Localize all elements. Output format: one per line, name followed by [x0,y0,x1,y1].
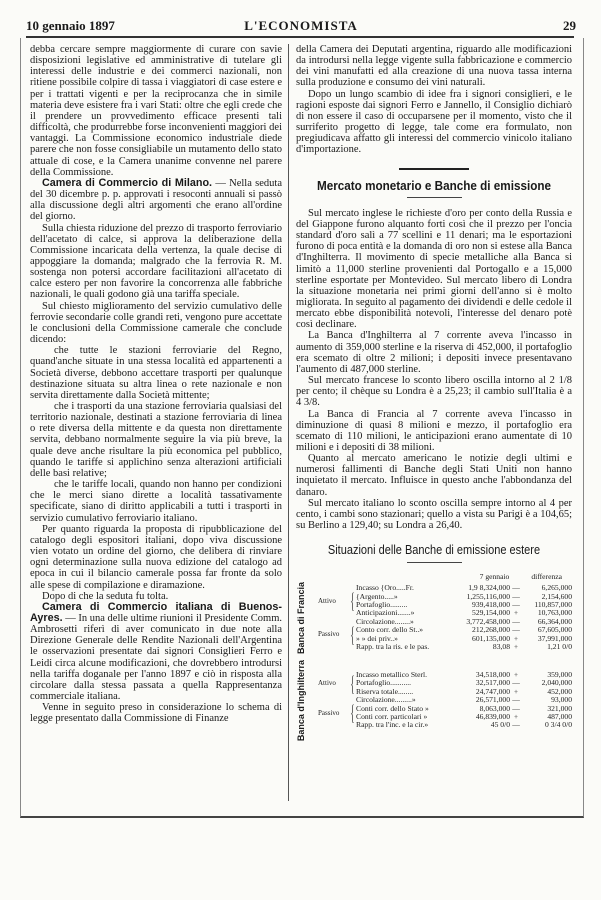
row-difference: 6,265,000 [541,583,572,593]
row-label: Portafoglio......... [356,601,408,610]
paragraph-text: debba cercare sempre maggiormente di curare con savie disposizioni legislative ed amministrative di tutelare gli interessi delle industrie e dei commerci nazionali, non ritiene possibile colpire di tassa i viaggiatori di case estere e per i trattati vigenti e per la reciprocanza che in simile materia deve esistere fra i vari Stati: oltre che egli crede che il prendere un provvedimento efficace presenti tali difficoltà, che produrrebbe forse inconvenienti maggiori dei vantaggi. La Commissione economico industriale diede parere che non fosse consigliabile un mutamento dello stato attuale di cose, e la Camera unanime convenne nel parere della Commissione. [30,44,282,178]
row-sign: + [513,670,519,679]
section-title: Mercato monetario e Banche di emissione [316,177,552,193]
paragraph-text: La Banca d'Inghilterra al 7 corrente aveva l'incasso in aumento di 359,000 sterline e la riserva di 452,000, il portafoglio era scemato di oltre 2 milioni; i depositi invece presentavano l'aumento di 487,000 sterline. [296,330,572,375]
row-sign: — [512,616,520,626]
paragraph-text: della Camera dei Deputati argentina, riguardo alle modificazioni da introdursi nella legge vigente sulla fabbricazione e commercio dei vini manufatti ed alla creazione di una nuova tassa interna sulla produzione e consumo dei vini naturali. [296,44,572,89]
paragraph [296,330,572,375]
row-label: » » dei priv..» [356,634,398,643]
row-sign: — [512,591,520,601]
paragraph-text: che le tariffe locali, quando non hanno per condizioni che le merci siano dirette a località tassativamente specificate, siano di diritto applicabili a tutti i trasporti in servizio cumulativo ferroviario italiano. [30,479,282,524]
row-value: 32,517,000 [475,678,510,688]
row-difference: 67,605,000 [537,625,572,635]
paragraph [30,602,282,702]
row-value: 83,08 [492,642,510,652]
row-sign: — [512,583,520,593]
paragraph-text: Sul mercato italiano lo sconto oscilla sempre intorno al 4 per cento, i cambi sono stazionari; quello a vista su Parigi è a 104,65; su Berlino a 129,40; su Londra a 26,40. [296,497,572,532]
paragraph-text: Sulla chiesta riduzione del prezzo di trasporto ferroviario dell'acetato di calce, si approva la deliberazione della Commissione incaricata della vertenza, la quale decise di appoggiare la domanda; malgrado che la ferrovia R. M. sostenga non potersi accordare facilitazioni all'acetato di calce estero per non favorire la concorrenza alle fabbriche nazionali, le quali godono già una tariffa speciale. [30,222,282,301]
bank-name: Banca d'Inghilterra [296,659,306,742]
row-value: 601,135,000 [472,633,510,643]
paragraph-text: Per quanto riguarda la proposta di ripubblicazione del catalogo degli espositori italiani, dopo viva discussione vien votato un ordine del giorno, che delibera di rinviare ogni determinazione sulla nuova edizione del catalogo ad epoca in cui il bilancio camerale possa far fronte da solo alle spese di compilazione e diramazione. [30,523,282,591]
table-row [356,721,572,729]
row-value: 212,268,000 [472,625,510,635]
row-value: 939,418,000 [472,600,510,610]
row-sign: + [513,712,519,722]
table-row [356,713,572,721]
paragraph [30,401,282,479]
col-date: 7 gennaio [479,572,510,582]
paragraph-text: — Nella seduta del 30 dicembre p. p. approvati i resoconti annuali si passò alla discussione degli altri argomenti che erano all'ordine del giorno. [30,177,283,223]
paragraph-text: Venne in seguito preso in considerazione lo schema di legge presentato dalla Commissione di Finanze [30,702,282,725]
row-difference: 37,991,000 [537,633,572,643]
row-label: Incasso metallico Sterl. [356,671,428,679]
row-difference: 359,000 [547,670,572,679]
group-label: Passivo [318,708,340,717]
journal-title: L'ECONOMISTA [244,18,358,33]
paragraph [30,223,282,301]
bank-group [318,584,572,618]
row-sign: — [512,600,520,610]
group-label: Passivo [318,630,340,639]
row-sign: — [512,703,520,713]
group-label: Attivo [318,679,336,688]
row-difference: 0 3/4 0/0 [544,720,572,730]
paragraph-text: Quanto al mercato americano le notizie degli ultimi e numerosi fallimenti di Banche degli Stati Uniti non hanno inquietato il mercato. Influisce in questo anche l'abbondanza del danaro. [296,453,572,498]
paragraph-text: che i trasporti da una stazione ferroviaria qualsiasi del territorio nazionale, destinati a stazione ferroviaria di linea o rete diversa della mittente e da questa non direttamente servita, debbano normalmente seguire la via più breve, la quale deve anche risultare la più economica pel pubblico, quando le tariffe si applichino senza alterazioni artificiali delle basi relative; [30,401,282,479]
paragraph [30,44,282,178]
paragraph-text: Sul mercato inglese le richieste d'oro per conto della Russia e del Giappone furono alquanto forti così che il prezzo per l'oncia standard d'oro salì a 77 scellini e 11 denari; ma le esportazioni furono di poca entità e la domanda di oro non si estese alla Banca d'Inghilterra. Il movimento di specie metalliche alla Banca si limitò a 11,000 sterline provenienti dal Portogallo e a 15,000 sterline esportate per Montevideo. Sul mercato libero di Londra la situazione monetaria nei primi giorni dell'anno si è molto migliorata. In seguito al pagamento dei dividendi e delle cedole il mercato ebbe disponibilità notevoli, l'interesse del denaro potè così declinare. [296,207,572,331]
row-label: Conti corr. particolari » [356,713,428,722]
paragraph-text: La Banca di Francia al 7 corrente aveva l'incasso in diminuzione di quasi 8 milioni e mezzo, il portafoglio era scemato di 110 milioni, le anticipazioni erano aumentate di 10 milioni e i depositi di 38 milioni. [296,408,572,453]
row-sign: — [512,720,520,730]
bank-block [296,582,572,654]
paragraph [296,375,572,408]
right-column [296,44,572,747]
money-market-text [296,208,572,532]
bank-group [318,618,572,652]
row-value: 8,063,000 [479,703,510,713]
bank-name: Banca di Francia [296,581,306,654]
brace: { [350,700,355,726]
right-top-text [296,44,572,156]
running-header [26,18,576,36]
row-label: Rapp. tra la ris. e le pas. [356,643,430,652]
row-label: Circolazione.........» [356,696,416,705]
paragraph [296,498,572,531]
paragraph [296,208,572,331]
paragraph [30,524,282,591]
row-difference: 321,000 [547,703,572,713]
row-difference: 487,000 [547,712,572,722]
row-difference: 93,000 [551,695,572,705]
row-sign: — [512,625,520,635]
row-label: {Argento.....» [356,592,398,601]
paragraph-text: Dopo di che la seduta fu tolta. [42,590,169,602]
brace: { [350,621,355,647]
table-row [356,643,572,651]
row-value: 26,571,000 [475,695,510,705]
row-label: Conto corr. dello St..» [356,626,424,635]
column-divider [288,44,289,801]
row-label: Conti corr. dello Stato » [356,704,429,713]
row-value: 45 0/0 [490,720,510,730]
paragraph [30,178,282,223]
row-label: Rapp. tra l'inc. e la cir.» [356,721,429,730]
section-divider [399,168,469,170]
row-label: Circolazione........» [356,617,414,626]
row-sign: + [513,642,519,652]
row-value: 3,772,458,000 [466,616,510,626]
row-difference: 110,857,000 [534,600,572,610]
left-column [30,44,282,725]
table-row [356,688,572,696]
row-label: Riserva totale........ [356,687,414,696]
table-row [356,705,572,713]
table-row [356,696,572,704]
paragraph-text: Dopo un lungo scambio di idee fra i signori consiglieri, e le ragioni esposte dai signori Ferro e Jannello, il Consiglio dichiarò di non essere il caso di occuparsene per il momento, visto che il surriferito progetto di legge, tale come era formulato, non pregiudicava affatto gli interessi del commercio vinicolo italiano d'importazione. [296,88,572,156]
row-difference: 1,21 0/0 [547,642,572,652]
paragraph-lead: Camera di Commercio di Milano. [42,176,213,189]
page-number: 29 [563,18,576,33]
row-difference: 10,763,000 [537,608,572,618]
paragraph [30,702,282,724]
row-difference: 2,040,000 [541,678,572,688]
bank-group [318,671,572,696]
row-value: 46,839,000 [475,712,510,722]
paragraph-text: che tutte le stazioni ferroviarie del Regno, quand'anche situate in una stessa località ed appartenenti a Società diverse, debbono accettare trasporti per qualunque destinazione situata su altra linea o rete nazionale e non servita direttamente dalla Società mittente; [30,345,282,401]
row-difference: 452,000 [547,686,572,696]
row-value: 24,747,000 [475,686,510,696]
row-value: 1,9 8,324,000 [468,583,510,593]
row-sign: + [513,686,519,696]
group-label: Attivo [318,596,336,605]
row-value: 34,518,000 [475,670,510,679]
table-title: Situazioni delle Banche di emissione estere [327,543,541,558]
paragraph [296,409,572,454]
brace: { [350,670,355,696]
table-header [296,573,572,581]
brace: { [350,588,355,614]
row-sign: — [512,678,520,688]
row-value: 529,154,000 [472,608,510,618]
row-difference: 66,364,000 [537,616,572,626]
table-row [356,679,572,687]
paragraph-text: Sul chiesto miglioramento del servizio cumulativo delle ferrovie secondarie colle grandi reti, vengono pure accettate le conclusioni della Commissione camerale che conclude dicendo: [30,300,282,346]
table-row [356,635,572,643]
row-label: Anticipazioni.......» [356,609,415,618]
paragraph [296,44,572,89]
paragraph [30,345,282,401]
table-title-underline [407,562,462,563]
bank-block [296,660,572,741]
paragraph-text: Sul mercato francese lo sconto libero oscilla intorno al 2 1/8 per cento; il chèque su Londra è a 25,23; il cambio sull'Italia è a 4 3/8. [296,375,572,409]
paragraph [30,301,282,346]
issue-date: 10 gennaio 1897 [26,18,115,33]
paragraph [296,453,572,498]
title-underline [407,197,462,198]
bank-situation-table [296,573,572,741]
col-diff: differenza [531,572,562,582]
row-value: 1,255,116,000 [466,591,510,601]
table-row [356,671,572,679]
row-label: Incasso {Oro.....Fr. [356,584,414,593]
row-sign: + [513,608,519,618]
row-difference: 2,154,600 [541,591,572,601]
paragraph-lead: Camera di Commercio italiana di Buenos-Ayres. [30,600,282,624]
paragraph [30,479,282,524]
row-label: Portafoglio........... [356,679,412,688]
paragraph [296,89,572,156]
bank-group [318,696,572,730]
row-sign: — [512,695,520,705]
paragraph-text: — In una delle ultime riunioni il Presidente Comm. Ambrosetti riferì di aver comunicato in due note alla Direzione Generale delle Rendite Nazionali dell'Argentina le osservazioni presentate dai signori Consiglieri Ferro e Leidi circa alcune modificazioni, che dovrebbero introdursi nella tariffa doganale per l'anno 1897 e ciò in risposta alla circolare dalla stessa passata a quella Rappresentanza commerciale italiana. [30,612,282,703]
table-row [356,584,572,592]
row-sign: + [513,633,519,643]
